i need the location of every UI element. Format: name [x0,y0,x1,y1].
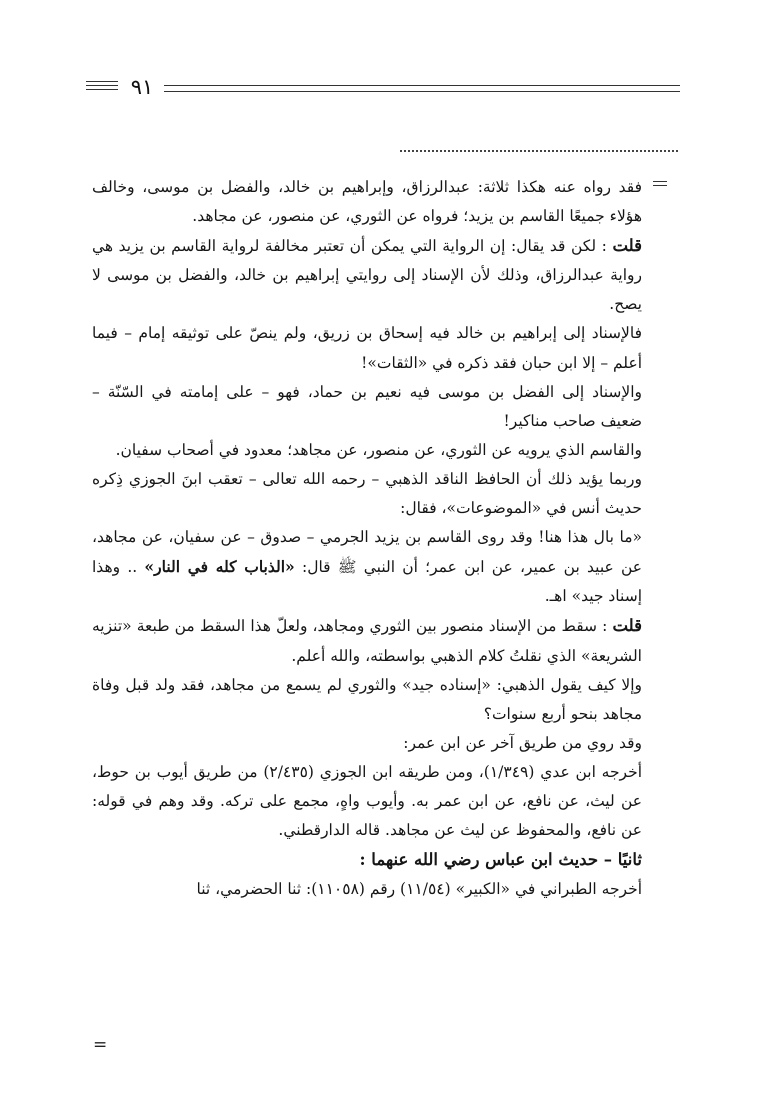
continuation-mark [653,181,667,189]
dotted-separator [400,150,678,152]
paragraph: قلت : لكن قد يقال: إن الرواية التي يمكن أن تعتبر مخالفة لرواية القاسم بن يزيد هي رواية عبدالرزاق، وذلك لأن الإسناد إلى روايتي إبراهيم بن خالد، والفضل بن موسى لا يصح. [92,236,642,314]
paragraph: وقد روي من طريق آخر عن ابن عمر: [403,733,642,752]
paragraph: قلت : سقط من الإسناد منصور بين الثوري ومجاهد، ولعلّ هذا السقط من طبعة «تنزيه الشريعة» الذي نقلتُ كلام الذهبي بواسطته، والله أعلم. [92,616,642,665]
paragraph: أخرجه ابن عدي (١/٣٤٩)، ومن طريقه ابن الجوزي (٢/٤٣٥) من طريق أيوب بن حوط، عن ليث، عن نافع، عن ابن عمر به. وأيوب واهٍ، مجمع على تركه. وقد وهم في قوله: عن نافع، والمحفوظ عن ليث عن مجاهد. قاله الدارقطني. [92,762,642,840]
continuation-end-mark: = [93,1035,108,1055]
page-number: ٩١ [130,75,154,99]
page-header [86,74,680,100]
header-rule [164,85,680,92]
paragraph: فقد رواه عنه هكذا ثلاثة: عبدالرزاق، وإبراهيم بن خالد، والفضل بن موسى، وخالف هؤلاء جميعًا القاسم بن يزيد؛ فرواه عن الثوري، عن منصور، عن مجاهد. [92,178,642,226]
page-body [92,173,642,904]
paragraph: والقاسم الذي يرويه عن الثوري، عن منصور، عن مجاهد؛ معدود في أصحاب سفيان. [115,440,642,459]
note-label: قلت [612,616,642,636]
paragraph: «ما بال هذا هنا! وقد روى القاسم بن يزيد الجرمي – صدوق – عن سفيان، عن مجاهد، عن عبيد بن عمير، عن ابن عمر؛ أن النبي ﷺ قال: «الذباب كله في النار» .. وهذا إسناد جيد» اهـ. [92,528,643,606]
section-heading: ثانيًا – حديث ابن عباس رضي الله عنهما : [359,850,642,870]
paragraph: وربما يؤيد ذلك أن الحافظ الناقد الذهبي – رحمه الله تعالى – تعقب ابنَ الجوزي ذِكره حديث أنس في «الموضوعات»، فقال: [92,469,642,518]
hadith-text: «الذباب كله في النار» [144,557,295,577]
paragraph: وإلا كيف يقول الذهبي: «إسناده جيد» والثوري لم يسمع من مجاهد، فقد ولد قبل وفاة مجاهد بنحو أربع سنوات؟ [92,675,642,723]
header-ornament [86,81,118,95]
paragraph: والإسناد إلى الفضل بن موسى فيه نعيم بن حماد، فهو – على إمامته في السّنّة – ضعيف صاحب مناكير! [92,382,642,430]
note-label: قلت [612,236,642,256]
paragraph: أخرجه الطبراني في «الكبير» (١١/٥٤) رقم (١١٠٥٨): ثنا الحضرمي، ثنا [196,880,642,899]
paragraph: فالإسناد إلى إبراهيم بن خالد فيه إسحاق بن زريق، ولم ينصّ على توثيقه إمام – فيما أعلم – إلا ابن حبان فقد ذكره في «الثقات»! [92,324,642,372]
